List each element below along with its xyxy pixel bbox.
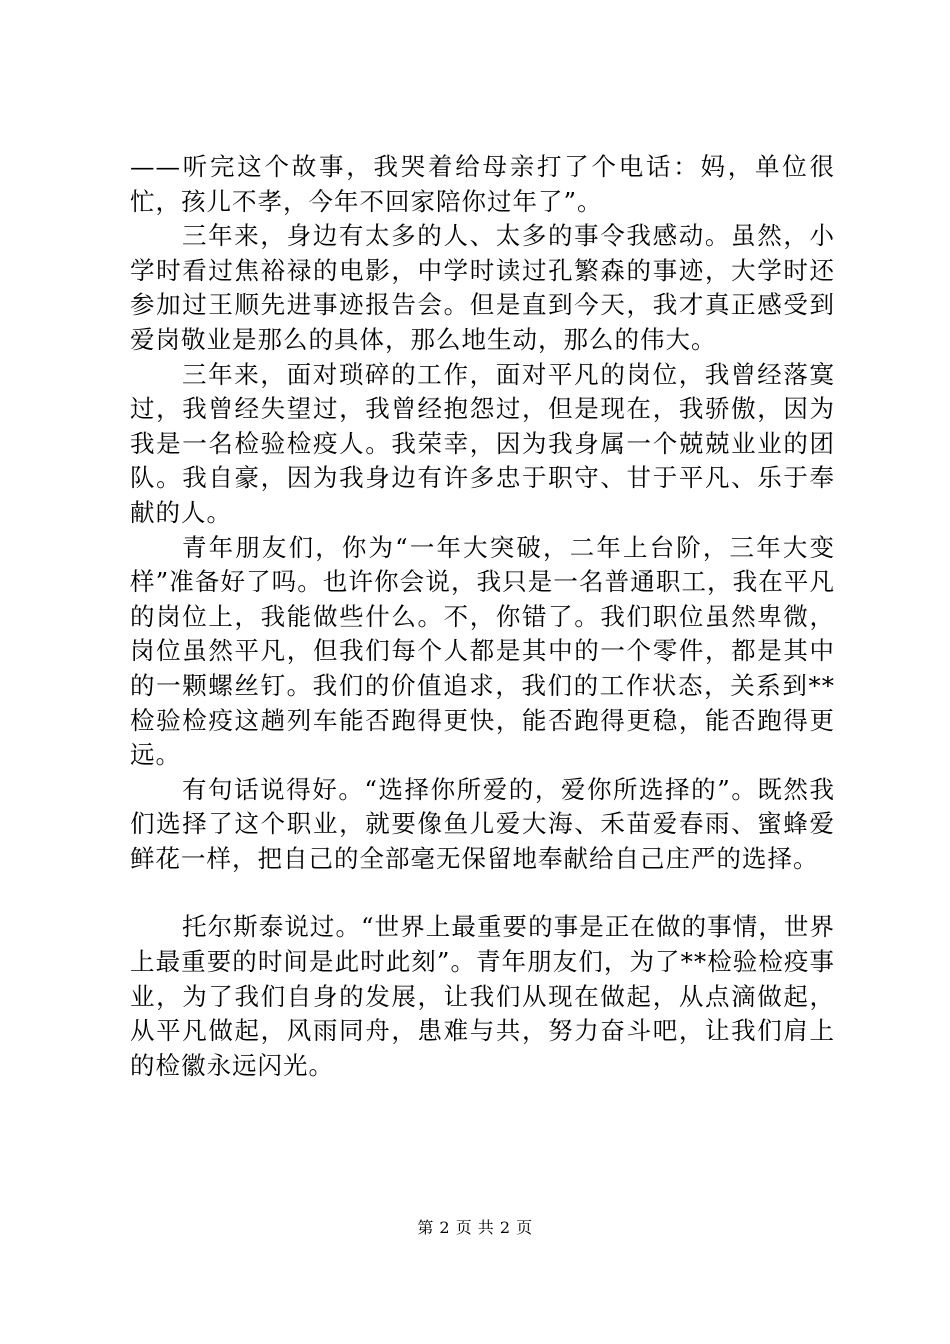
paragraph-2: 三年来，身边有太多的人、太多的事令我感动。虽然，小学时看过焦裕禄的电影，中学时读过孔繁森的事迹，大学时还参加过王顺先进事迹报告会。但是直到今天，我才真正感受到爱岗敬业是那么的具体，那么地生动，那么的伟大。 [130,221,835,354]
paragraph-3: 三年来，面对琐碎的工作，面对平凡的岗位，我曾经落寞过，我曾经失望过，我曾经抱怨过，但是现在，我骄傲，因为我是一名检验检疫人。我荣幸，因为我身属一个兢兢业业的团队。我自豪，因为我身边有许多忠于职守、甘于平凡、乐于奉献的人。 [130,359,835,527]
paragraph-5: 有句话说得好。“选择你所爱的，爱你所选择的”。既然我们选择了这个职业，就要像鱼儿爱大海、禾苗爱春雨、蜜蜂爱鲜花一样，把自己的全部毫无保留地奉献给自己庄严的选择。 [130,774,835,873]
paragraph-1: ——听完这个故事，我哭着给母亲打了个电话：妈，单位很忙，孩儿不孝，今年不回家陪你过年了”。 [130,152,835,216]
paragraph-6: 托尔斯泰说过。“世界上最重要的事是正在做的事情，世界上最重要的时间是此时此刻”。青年朋友们，为了**检验检疫事业，为了我们自身的发展，让我们从现在做起，从点滴做起，从平凡做起，风雨同舟，患难与共，努力奋斗吧，让我们肩上的检徽永远闪光。 [130,912,835,1080]
paragraph-4: 青年朋友们，你为“一年大突破，二年上台阶，三年大变样”准备好了吗。也许你会说，我只是一名普通职工，我在平凡的岗位上，我能做些什么。不，你错了。我们职位虽然卑微，岗位虽然平凡，但我们每个人都是其中的一个零件，都是其中的一颗螺丝钉。我们的价值追求，我们的工作状态，关系到**检验检疫这趟列车能否跑得更快，能否跑得更稳，能否跑得更远。 [130,532,835,770]
page-number-footer: 第 2 页 共 2 页 [417,1218,533,1237]
document-body [130,150,835,1083]
